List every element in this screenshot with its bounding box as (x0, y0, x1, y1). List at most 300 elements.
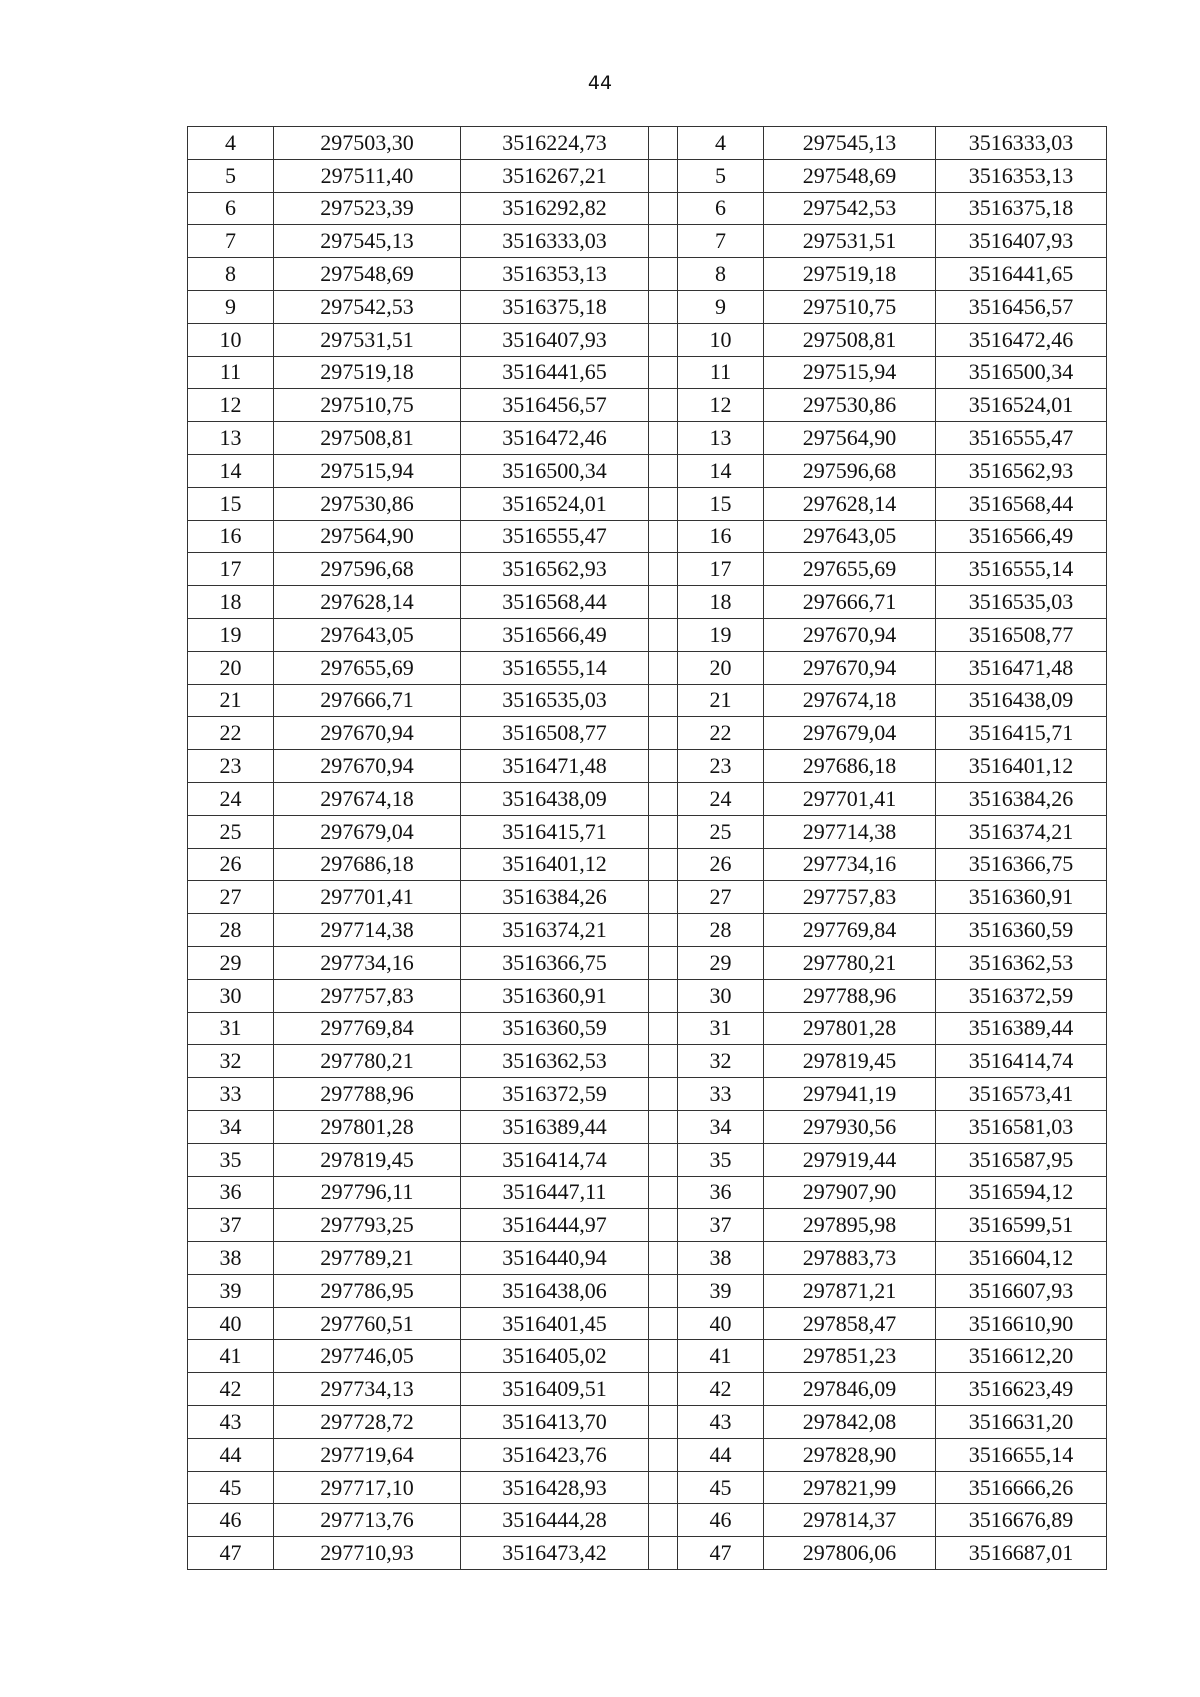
left-y-coordinate-cell: 3516566,49 (461, 618, 649, 651)
right-x-coordinate-cell: 297757,83 (764, 881, 936, 914)
left-x-coordinate-cell: 297734,16 (274, 946, 461, 979)
left-point-number-cell: 22 (188, 717, 274, 750)
right-x-coordinate-cell: 297769,84 (764, 914, 936, 947)
spacer-cell (649, 618, 678, 651)
spacer-cell (649, 1340, 678, 1373)
left-x-coordinate-cell: 297686,18 (274, 848, 461, 881)
left-x-coordinate-cell: 297710,93 (274, 1537, 461, 1570)
right-y-coordinate-cell: 3516472,46 (936, 323, 1107, 356)
right-point-number-cell: 9 (678, 290, 764, 323)
spacer-cell (649, 684, 678, 717)
spacer-cell (649, 1176, 678, 1209)
spacer-cell (649, 553, 678, 586)
right-x-coordinate-cell: 297842,08 (764, 1406, 936, 1439)
right-y-coordinate-cell: 3516375,18 (936, 192, 1107, 225)
left-point-number-cell: 26 (188, 848, 274, 881)
left-y-coordinate-cell: 3516473,42 (461, 1537, 649, 1570)
left-y-coordinate-cell: 3516389,44 (461, 1110, 649, 1143)
left-point-number-cell: 13 (188, 422, 274, 455)
right-point-number-cell: 42 (678, 1373, 764, 1406)
right-point-number-cell: 38 (678, 1242, 764, 1275)
left-point-number-cell: 43 (188, 1406, 274, 1439)
right-point-number-cell: 41 (678, 1340, 764, 1373)
right-point-number-cell: 15 (678, 487, 764, 520)
left-y-coordinate-cell: 3516407,93 (461, 323, 649, 356)
right-x-coordinate-cell: 297542,53 (764, 192, 936, 225)
left-point-number-cell: 31 (188, 1012, 274, 1045)
right-point-number-cell: 12 (678, 389, 764, 422)
spacer-cell (649, 1406, 678, 1439)
left-point-number-cell: 9 (188, 290, 274, 323)
left-x-coordinate-cell: 297511,40 (274, 159, 461, 192)
left-x-coordinate-cell: 297780,21 (274, 1045, 461, 1078)
right-point-number-cell: 27 (678, 881, 764, 914)
table-row (188, 750, 1107, 783)
right-y-coordinate-cell: 3516353,13 (936, 159, 1107, 192)
right-point-number-cell: 4 (678, 127, 764, 160)
right-y-coordinate-cell: 3516666,26 (936, 1471, 1107, 1504)
right-point-number-cell: 46 (678, 1504, 764, 1537)
right-point-number-cell: 43 (678, 1406, 764, 1439)
table-row (188, 520, 1107, 553)
left-point-number-cell: 46 (188, 1504, 274, 1537)
left-y-coordinate-cell: 3516374,21 (461, 914, 649, 947)
right-y-coordinate-cell: 3516655,14 (936, 1438, 1107, 1471)
table-row (188, 717, 1107, 750)
right-x-coordinate-cell: 297930,56 (764, 1110, 936, 1143)
right-y-coordinate-cell: 3516623,49 (936, 1373, 1107, 1406)
left-y-coordinate-cell: 3516384,26 (461, 881, 649, 914)
left-point-number-cell: 25 (188, 815, 274, 848)
spacer-cell (649, 1143, 678, 1176)
right-x-coordinate-cell: 297788,96 (764, 979, 936, 1012)
left-x-coordinate-cell: 297719,64 (274, 1438, 461, 1471)
left-y-coordinate-cell: 3516292,82 (461, 192, 649, 225)
spacer-cell (649, 1504, 678, 1537)
right-x-coordinate-cell: 297679,04 (764, 717, 936, 750)
spacer-cell (649, 487, 678, 520)
table-row (188, 454, 1107, 487)
table-row (188, 487, 1107, 520)
right-y-coordinate-cell: 3516407,93 (936, 225, 1107, 258)
table-row (188, 1373, 1107, 1406)
spacer-cell (649, 520, 678, 553)
spacer-cell (649, 750, 678, 783)
right-y-coordinate-cell: 3516594,12 (936, 1176, 1107, 1209)
left-x-coordinate-cell: 297628,14 (274, 586, 461, 619)
table-row (188, 127, 1107, 160)
right-y-coordinate-cell: 3516524,01 (936, 389, 1107, 422)
spacer-cell (649, 815, 678, 848)
table-row (188, 422, 1107, 455)
spacer-cell (649, 225, 678, 258)
left-y-coordinate-cell: 3516360,59 (461, 1012, 649, 1045)
spacer-cell (649, 192, 678, 225)
right-point-number-cell: 32 (678, 1045, 764, 1078)
left-y-coordinate-cell: 3516360,91 (461, 979, 649, 1012)
right-point-number-cell: 18 (678, 586, 764, 619)
left-x-coordinate-cell: 297819,45 (274, 1143, 461, 1176)
left-y-coordinate-cell: 3516413,70 (461, 1406, 649, 1439)
left-y-coordinate-cell: 3516456,57 (461, 389, 649, 422)
left-point-number-cell: 4 (188, 127, 274, 160)
right-point-number-cell: 5 (678, 159, 764, 192)
table-row (188, 1504, 1107, 1537)
left-point-number-cell: 10 (188, 323, 274, 356)
spacer-cell (649, 1045, 678, 1078)
right-point-number-cell: 44 (678, 1438, 764, 1471)
right-x-coordinate-cell: 297643,05 (764, 520, 936, 553)
right-point-number-cell: 21 (678, 684, 764, 717)
right-y-coordinate-cell: 3516610,90 (936, 1307, 1107, 1340)
right-point-number-cell: 47 (678, 1537, 764, 1570)
left-y-coordinate-cell: 3516362,53 (461, 1045, 649, 1078)
right-point-number-cell: 20 (678, 651, 764, 684)
left-x-coordinate-cell: 297531,51 (274, 323, 461, 356)
table-row (188, 159, 1107, 192)
left-y-coordinate-cell: 3516508,77 (461, 717, 649, 750)
right-y-coordinate-cell: 3516612,20 (936, 1340, 1107, 1373)
right-x-coordinate-cell: 297655,69 (764, 553, 936, 586)
right-point-number-cell: 16 (678, 520, 764, 553)
left-point-number-cell: 30 (188, 979, 274, 1012)
right-x-coordinate-cell: 297846,09 (764, 1373, 936, 1406)
table-row (188, 1078, 1107, 1111)
right-y-coordinate-cell: 3516374,21 (936, 815, 1107, 848)
left-point-number-cell: 24 (188, 782, 274, 815)
table-row (188, 553, 1107, 586)
spacer-cell (649, 323, 678, 356)
left-y-coordinate-cell: 3516444,97 (461, 1209, 649, 1242)
right-point-number-cell: 39 (678, 1274, 764, 1307)
right-y-coordinate-cell: 3516438,09 (936, 684, 1107, 717)
left-point-number-cell: 42 (188, 1373, 274, 1406)
table-row (188, 1242, 1107, 1275)
left-point-number-cell: 39 (188, 1274, 274, 1307)
right-point-number-cell: 10 (678, 323, 764, 356)
left-point-number-cell: 8 (188, 258, 274, 291)
left-point-number-cell: 29 (188, 946, 274, 979)
right-point-number-cell: 37 (678, 1209, 764, 1242)
right-x-coordinate-cell: 297530,86 (764, 389, 936, 422)
right-x-coordinate-cell: 297674,18 (764, 684, 936, 717)
spacer-cell (649, 1012, 678, 1045)
right-y-coordinate-cell: 3516415,71 (936, 717, 1107, 750)
right-x-coordinate-cell: 297806,06 (764, 1537, 936, 1570)
right-y-coordinate-cell: 3516508,77 (936, 618, 1107, 651)
table-row (188, 1209, 1107, 1242)
left-x-coordinate-cell: 297714,38 (274, 914, 461, 947)
left-x-coordinate-cell: 297510,75 (274, 389, 461, 422)
left-point-number-cell: 32 (188, 1045, 274, 1078)
table-row (188, 815, 1107, 848)
table-row (188, 684, 1107, 717)
right-point-number-cell: 8 (678, 258, 764, 291)
left-x-coordinate-cell: 297796,11 (274, 1176, 461, 1209)
right-point-number-cell: 13 (678, 422, 764, 455)
left-y-coordinate-cell: 3516438,09 (461, 782, 649, 815)
left-point-number-cell: 19 (188, 618, 274, 651)
right-y-coordinate-cell: 3516687,01 (936, 1537, 1107, 1570)
right-x-coordinate-cell: 297545,13 (764, 127, 936, 160)
left-y-coordinate-cell: 3516500,34 (461, 454, 649, 487)
right-y-coordinate-cell: 3516587,95 (936, 1143, 1107, 1176)
right-y-coordinate-cell: 3516456,57 (936, 290, 1107, 323)
right-point-number-cell: 14 (678, 454, 764, 487)
right-point-number-cell: 22 (678, 717, 764, 750)
table-row (188, 1176, 1107, 1209)
left-point-number-cell: 40 (188, 1307, 274, 1340)
left-x-coordinate-cell: 297542,53 (274, 290, 461, 323)
spacer-cell (649, 848, 678, 881)
left-x-coordinate-cell: 297701,41 (274, 881, 461, 914)
right-y-coordinate-cell: 3516471,48 (936, 651, 1107, 684)
table-row (188, 914, 1107, 947)
left-point-number-cell: 41 (188, 1340, 274, 1373)
right-point-number-cell: 23 (678, 750, 764, 783)
left-point-number-cell: 44 (188, 1438, 274, 1471)
right-x-coordinate-cell: 297801,28 (764, 1012, 936, 1045)
left-y-coordinate-cell: 3516224,73 (461, 127, 649, 160)
right-y-coordinate-cell: 3516362,53 (936, 946, 1107, 979)
right-x-coordinate-cell: 297858,47 (764, 1307, 936, 1340)
left-x-coordinate-cell: 297793,25 (274, 1209, 461, 1242)
right-y-coordinate-cell: 3516555,14 (936, 553, 1107, 586)
left-y-coordinate-cell: 3516444,28 (461, 1504, 649, 1537)
table-row (188, 586, 1107, 619)
right-x-coordinate-cell: 297828,90 (764, 1438, 936, 1471)
left-point-number-cell: 20 (188, 651, 274, 684)
left-point-number-cell: 14 (188, 454, 274, 487)
right-point-number-cell: 33 (678, 1078, 764, 1111)
right-point-number-cell: 25 (678, 815, 764, 848)
right-x-coordinate-cell: 297821,99 (764, 1471, 936, 1504)
left-y-coordinate-cell: 3516441,65 (461, 356, 649, 389)
right-point-number-cell: 30 (678, 979, 764, 1012)
table-row (188, 1438, 1107, 1471)
left-x-coordinate-cell: 297545,13 (274, 225, 461, 258)
left-x-coordinate-cell: 297655,69 (274, 651, 461, 684)
spacer-cell (649, 1438, 678, 1471)
spacer-cell (649, 1110, 678, 1143)
right-y-coordinate-cell: 3516573,41 (936, 1078, 1107, 1111)
right-y-coordinate-cell: 3516562,93 (936, 454, 1107, 487)
table-row (188, 1274, 1107, 1307)
left-x-coordinate-cell: 297801,28 (274, 1110, 461, 1143)
left-x-coordinate-cell: 297564,90 (274, 520, 461, 553)
right-x-coordinate-cell: 297508,81 (764, 323, 936, 356)
left-x-coordinate-cell: 297515,94 (274, 454, 461, 487)
table-row (188, 323, 1107, 356)
right-x-coordinate-cell: 297628,14 (764, 487, 936, 520)
left-point-number-cell: 28 (188, 914, 274, 947)
right-y-coordinate-cell: 3516581,03 (936, 1110, 1107, 1143)
left-point-number-cell: 12 (188, 389, 274, 422)
spacer-cell (649, 1078, 678, 1111)
table-row (188, 979, 1107, 1012)
right-x-coordinate-cell: 297666,71 (764, 586, 936, 619)
right-x-coordinate-cell: 297596,68 (764, 454, 936, 487)
right-point-number-cell: 11 (678, 356, 764, 389)
spacer-cell (649, 881, 678, 914)
left-y-coordinate-cell: 3516472,46 (461, 422, 649, 455)
right-point-number-cell: 35 (678, 1143, 764, 1176)
left-point-number-cell: 37 (188, 1209, 274, 1242)
right-point-number-cell: 24 (678, 782, 764, 815)
right-y-coordinate-cell: 3516500,34 (936, 356, 1107, 389)
right-point-number-cell: 34 (678, 1110, 764, 1143)
spacer-cell (649, 782, 678, 815)
right-y-coordinate-cell: 3516401,12 (936, 750, 1107, 783)
left-y-coordinate-cell: 3516267,21 (461, 159, 649, 192)
left-x-coordinate-cell: 297508,81 (274, 422, 461, 455)
left-y-coordinate-cell: 3516372,59 (461, 1078, 649, 1111)
spacer-cell (649, 1274, 678, 1307)
spacer-cell (649, 586, 678, 619)
left-x-coordinate-cell: 297717,10 (274, 1471, 461, 1504)
table-row (188, 290, 1107, 323)
right-y-coordinate-cell: 3516414,74 (936, 1045, 1107, 1078)
right-y-coordinate-cell: 3516631,20 (936, 1406, 1107, 1439)
right-x-coordinate-cell: 297819,45 (764, 1045, 936, 1078)
left-point-number-cell: 36 (188, 1176, 274, 1209)
right-x-coordinate-cell: 297686,18 (764, 750, 936, 783)
left-x-coordinate-cell: 297643,05 (274, 618, 461, 651)
left-y-coordinate-cell: 3516375,18 (461, 290, 649, 323)
right-point-number-cell: 40 (678, 1307, 764, 1340)
right-y-coordinate-cell: 3516607,93 (936, 1274, 1107, 1307)
table-row (188, 1537, 1107, 1570)
right-y-coordinate-cell: 3516360,91 (936, 881, 1107, 914)
right-x-coordinate-cell: 297548,69 (764, 159, 936, 192)
left-x-coordinate-cell: 297757,83 (274, 979, 461, 1012)
right-y-coordinate-cell: 3516599,51 (936, 1209, 1107, 1242)
left-point-number-cell: 35 (188, 1143, 274, 1176)
right-y-coordinate-cell: 3516389,44 (936, 1012, 1107, 1045)
spacer-cell (649, 356, 678, 389)
left-x-coordinate-cell: 297670,94 (274, 750, 461, 783)
left-x-coordinate-cell: 297674,18 (274, 782, 461, 815)
left-x-coordinate-cell: 297789,21 (274, 1242, 461, 1275)
left-point-number-cell: 6 (188, 192, 274, 225)
left-x-coordinate-cell: 297503,30 (274, 127, 461, 160)
left-point-number-cell: 34 (188, 1110, 274, 1143)
right-x-coordinate-cell: 297871,21 (764, 1274, 936, 1307)
right-x-coordinate-cell: 297814,37 (764, 1504, 936, 1537)
right-x-coordinate-cell: 297907,90 (764, 1176, 936, 1209)
left-point-number-cell: 33 (188, 1078, 274, 1111)
left-x-coordinate-cell: 297519,18 (274, 356, 461, 389)
left-x-coordinate-cell: 297523,39 (274, 192, 461, 225)
left-x-coordinate-cell: 297746,05 (274, 1340, 461, 1373)
table-row (188, 1406, 1107, 1439)
right-y-coordinate-cell: 3516384,26 (936, 782, 1107, 815)
right-x-coordinate-cell: 297734,16 (764, 848, 936, 881)
table-row (188, 1045, 1107, 1078)
right-y-coordinate-cell: 3516372,59 (936, 979, 1107, 1012)
left-y-coordinate-cell: 3516555,14 (461, 651, 649, 684)
right-point-number-cell: 26 (678, 848, 764, 881)
left-point-number-cell: 27 (188, 881, 274, 914)
left-point-number-cell: 47 (188, 1537, 274, 1570)
right-x-coordinate-cell: 297883,73 (764, 1242, 936, 1275)
left-y-coordinate-cell: 3516414,74 (461, 1143, 649, 1176)
left-y-coordinate-cell: 3516423,76 (461, 1438, 649, 1471)
left-x-coordinate-cell: 297788,96 (274, 1078, 461, 1111)
left-x-coordinate-cell: 297548,69 (274, 258, 461, 291)
left-x-coordinate-cell: 297596,68 (274, 553, 461, 586)
right-point-number-cell: 31 (678, 1012, 764, 1045)
table-row (188, 848, 1107, 881)
right-x-coordinate-cell: 297515,94 (764, 356, 936, 389)
left-point-number-cell: 23 (188, 750, 274, 783)
left-y-coordinate-cell: 3516409,51 (461, 1373, 649, 1406)
left-y-coordinate-cell: 3516353,13 (461, 258, 649, 291)
left-y-coordinate-cell: 3516535,03 (461, 684, 649, 717)
spacer-cell (649, 290, 678, 323)
left-point-number-cell: 5 (188, 159, 274, 192)
left-x-coordinate-cell: 297769,84 (274, 1012, 461, 1045)
table-row (188, 356, 1107, 389)
table-row (188, 258, 1107, 291)
left-y-coordinate-cell: 3516401,12 (461, 848, 649, 881)
right-point-number-cell: 7 (678, 225, 764, 258)
left-x-coordinate-cell: 297530,86 (274, 487, 461, 520)
spacer-cell (649, 914, 678, 947)
coordinates-table-body (188, 127, 1107, 1570)
table-row (188, 1110, 1107, 1143)
left-x-coordinate-cell: 297728,72 (274, 1406, 461, 1439)
right-x-coordinate-cell: 297564,90 (764, 422, 936, 455)
table-row (188, 946, 1107, 979)
right-x-coordinate-cell: 297780,21 (764, 946, 936, 979)
right-point-number-cell: 29 (678, 946, 764, 979)
left-y-coordinate-cell: 3516428,93 (461, 1471, 649, 1504)
left-x-coordinate-cell: 297786,95 (274, 1274, 461, 1307)
spacer-cell (649, 258, 678, 291)
left-y-coordinate-cell: 3516568,44 (461, 586, 649, 619)
left-x-coordinate-cell: 297713,76 (274, 1504, 461, 1537)
table-row (188, 651, 1107, 684)
spacer-cell (649, 127, 678, 160)
left-point-number-cell: 18 (188, 586, 274, 619)
left-y-coordinate-cell: 3516447,11 (461, 1176, 649, 1209)
spacer-cell (649, 1242, 678, 1275)
left-y-coordinate-cell: 3516415,71 (461, 815, 649, 848)
left-y-coordinate-cell: 3516401,45 (461, 1307, 649, 1340)
page-number: 44 (587, 72, 613, 94)
spacer-cell (649, 1373, 678, 1406)
left-point-number-cell: 15 (188, 487, 274, 520)
coordinates-table (187, 126, 1107, 1570)
table-row (188, 881, 1107, 914)
left-y-coordinate-cell: 3516405,02 (461, 1340, 649, 1373)
spacer-cell (649, 1471, 678, 1504)
left-x-coordinate-cell: 297670,94 (274, 717, 461, 750)
left-y-coordinate-cell: 3516438,06 (461, 1274, 649, 1307)
left-point-number-cell: 45 (188, 1471, 274, 1504)
right-x-coordinate-cell: 297670,94 (764, 651, 936, 684)
left-y-coordinate-cell: 3516440,94 (461, 1242, 649, 1275)
spacer-cell (649, 454, 678, 487)
right-x-coordinate-cell: 297941,19 (764, 1078, 936, 1111)
table-row (188, 225, 1107, 258)
left-point-number-cell: 21 (188, 684, 274, 717)
right-y-coordinate-cell: 3516604,12 (936, 1242, 1107, 1275)
right-point-number-cell: 19 (678, 618, 764, 651)
right-x-coordinate-cell: 297895,98 (764, 1209, 936, 1242)
spacer-cell (649, 946, 678, 979)
